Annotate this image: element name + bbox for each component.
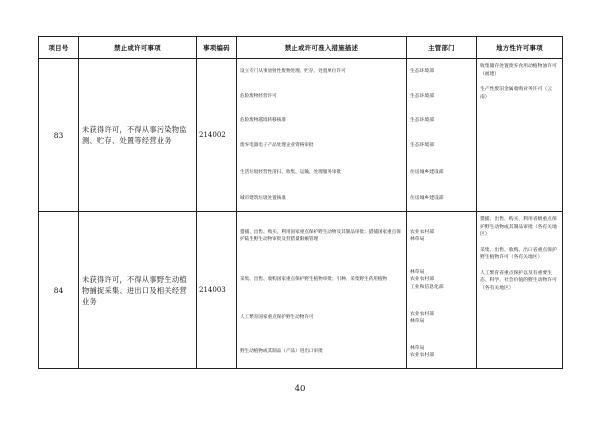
department-text: 生态环境部 bbox=[410, 143, 434, 149]
measure-text: 设立专门从事放射性废物处理、贮存、处置单位许可 bbox=[240, 69, 346, 75]
department-text: 生态环境部 bbox=[410, 69, 434, 75]
local-permit-text: 采集、出售、收购、出口省重点保护野生植物许可（各有关地区） bbox=[480, 247, 557, 260]
item-description: 未获得许可，不得从事污染物监测、贮存、处置等经营业务 bbox=[79, 59, 197, 212]
project-number: 84 bbox=[39, 212, 79, 369]
project-number: 83 bbox=[39, 59, 79, 212]
department-text: 生态环境部 bbox=[410, 118, 434, 124]
header-code: 事项编码 bbox=[197, 37, 237, 59]
table-row bbox=[39, 59, 563, 212]
department-text: 生态环境部 bbox=[410, 94, 434, 100]
department-text: 林草局 农业农村部 bbox=[410, 345, 434, 358]
department-text: 住房城乡建设部 bbox=[410, 196, 444, 202]
permit-table bbox=[38, 36, 563, 369]
measure-text: 人工繁育国家重点保护野生动物许可 bbox=[240, 315, 314, 321]
table-header-row bbox=[39, 37, 563, 59]
local-permits-cell bbox=[477, 59, 563, 212]
measure-text: 采集、出售、收购国家重点保护野生植物审批；引种、采集野生药用植物 bbox=[240, 277, 388, 283]
page-number: 40 bbox=[294, 384, 306, 394]
local-permit-text: 人工繁育省重点保护以及有重要生态、科学、社会价值的野生动物许可（各有关地区） bbox=[480, 270, 557, 291]
table-row bbox=[39, 212, 563, 369]
measure-text: 城市建筑垃圾处置核准 bbox=[240, 196, 286, 202]
department-text: 林草局 农业农村部 工业和信息化部 bbox=[410, 269, 444, 290]
local-permit-text: 生产性废旧金属收购业务许可（云南） bbox=[480, 87, 552, 100]
item-code: 214002 bbox=[197, 59, 237, 212]
local-permits-cell bbox=[477, 212, 563, 369]
header-project-no: 项目号 bbox=[39, 37, 79, 59]
measure-text: 猎捕、出售、购买、利用国家重点保护野生动物及其制品审批；猎捕国家重点保护陆生野生动物审批及狩猎量限额管理 bbox=[240, 229, 401, 242]
department-text: 农业农村部 林草局 bbox=[410, 229, 434, 242]
header-item: 禁止或许可事项 bbox=[79, 37, 197, 59]
measure-text: 生活垃圾经营性清扫、收集、运输、处理服务审批 bbox=[240, 170, 342, 176]
measures-cell bbox=[237, 59, 407, 212]
item-code: 214003 bbox=[197, 212, 237, 369]
department-text: 住房城乡建设部 bbox=[410, 170, 444, 176]
department-cell bbox=[407, 59, 477, 212]
measure-text: 危险废物经营许可 bbox=[240, 94, 277, 100]
item-description: 未获得许可，不得从事野生动植物捕捉采集、进出口及相关经营业务 bbox=[79, 212, 197, 369]
measure-text: 危险废物越境转移核准 bbox=[240, 118, 286, 124]
measure-text: 野生动植物或其制品（产品）进出口审批 bbox=[240, 349, 323, 355]
header-measures: 禁止或许可准入措施描述 bbox=[237, 37, 407, 59]
header-department: 主管部门 bbox=[407, 37, 477, 59]
measure-text: 废弃电器电子产品处理企业资格审批 bbox=[240, 143, 314, 149]
department-cell bbox=[407, 212, 477, 369]
local-permit-text: 猎捕、出售、购买、利用省级重点保护野生动物或其制品审批（各有关地区） bbox=[480, 217, 557, 237]
measures-cell bbox=[237, 212, 407, 369]
header-local-permits: 地方性许可事项 bbox=[477, 37, 563, 59]
local-permit-text: 收集储存处置废弃食用动植物油许可（福建） bbox=[480, 64, 557, 77]
department-text: 农业农村部 林草局 bbox=[410, 311, 434, 324]
